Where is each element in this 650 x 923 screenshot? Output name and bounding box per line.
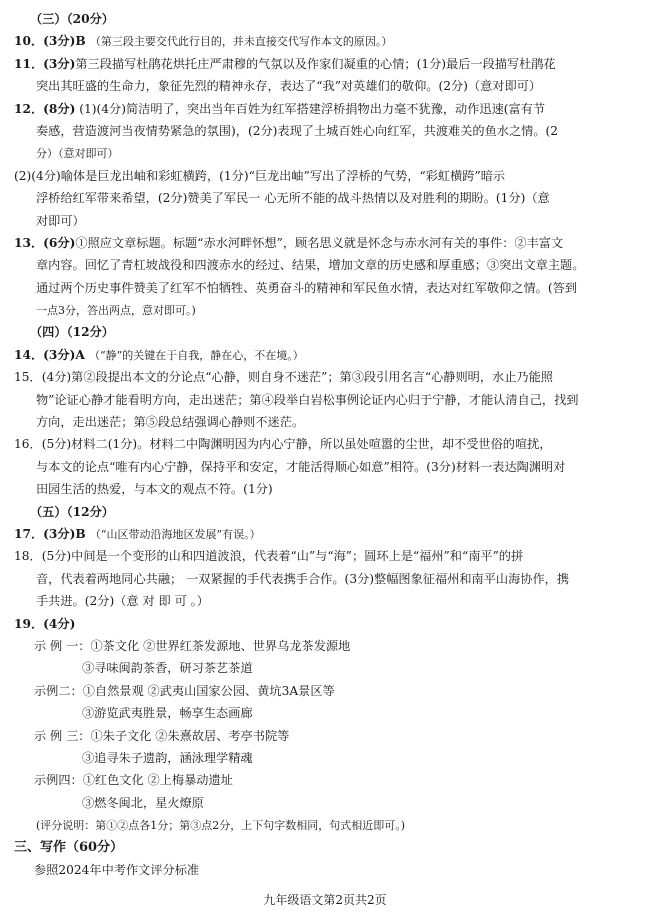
- text-segment: 浮桥给红军带来希望，(2分)赞美了军民一 心无所不能的战斗热情以及对胜利的期盼。(1分)（意: [36, 191, 550, 206]
- text-line: [14, 657, 638, 679]
- text-segment: 分）（意对即可）: [36, 147, 119, 161]
- text-line: [14, 299, 638, 321]
- text-line: [14, 321, 638, 343]
- text-line: [14, 277, 638, 299]
- text-line: [14, 545, 638, 567]
- text-segment: 与本文的论点“唯有内心宁静，保持平和安定，才能活得顺心如意”相符。(3分)材料一表达陶渊明对: [36, 459, 566, 474]
- text-segment: (2)(4分)喻体是巨龙出岫和彩虹横跨，(1分)“巨龙出岫”写出了浮桥的气势，“彩虹横跨”暗示: [14, 168, 506, 183]
- text-line: [14, 635, 638, 657]
- text-segment: 12．(8分): [14, 101, 76, 116]
- text-segment: （三）（20分）: [30, 12, 114, 26]
- text-segment: 通过两个历史事件赞美了红军不怕牺牲、英勇奋斗的精神和军民鱼水情，表达对红军敬仰之情。(答到: [36, 280, 578, 295]
- text-line: [14, 568, 638, 590]
- answer-key-page: [14, 8, 638, 881]
- text-line: [14, 411, 638, 433]
- text-line: [14, 433, 638, 455]
- text-line: [14, 478, 638, 500]
- text-segment: 示 例 三：①朱子文化 ②朱熹故居、考亭书院等: [34, 728, 290, 743]
- text-segment: ③燃冬闽北，星火燎原: [82, 795, 204, 810]
- text-segment: 14．(3分)A: [14, 347, 90, 362]
- text-segment: 参照2024年中考作文评分标准: [34, 862, 200, 877]
- text-line: [14, 75, 638, 97]
- text-segment: 方向，走出迷茫；第⑤段总结强调心静则不迷茫。: [36, 415, 305, 430]
- text-line: [14, 120, 638, 142]
- text-segment: 突出其旺盛的生命力，象征先烈的精神永存，表达了“我”对英雄们的敬仰。(2分)（意对即可）: [36, 79, 542, 94]
- text-line: [14, 187, 638, 209]
- text-line: [14, 456, 638, 478]
- text-segment: 物”论证心静才能看明方向，走出迷茫；第④段举白岩松事例论证内心归于宁静，才能认清自己，找到: [36, 392, 579, 407]
- text-segment: 手共进。(2分)（意 对 即 可 。）: [36, 594, 209, 609]
- text-line: [14, 836, 638, 858]
- text-segment: (评分说明：第①②点各1分；第③点2分，上下句字数相同，句式相近即可。): [36, 819, 406, 833]
- text-line: [14, 769, 638, 791]
- text-segment: （四）（12分）: [30, 325, 114, 340]
- text-line: [14, 142, 638, 164]
- text-segment: （“静”的关键在于自我，静在心，不在境。）: [89, 348, 304, 362]
- text-line: [14, 814, 638, 836]
- text-segment: 第三段描写杜鹃花烘托庄严肃穆的气氛以及作家们凝重的心情；(1分)最后一段描写杜鹃花: [75, 56, 556, 71]
- text-segment: （第三段主要交代此行目的，并未直接交代写作本文的原因。）: [89, 35, 393, 49]
- text-segment: （“山区带动沿海地区发展”有误。）: [89, 527, 261, 541]
- text-segment: 19．(4分): [14, 616, 76, 631]
- text-segment: 章内容。回忆了青杠坡战役和四渡赤水的经过、结果，增加文章的历史感和厚重感；③突出文章主题。: [36, 258, 585, 273]
- text-line: [14, 613, 638, 635]
- text-line: [14, 344, 638, 366]
- text-line: [14, 792, 638, 814]
- text-segment: 15．(4分)第②段提出本文的分论点“心静，则自身不迷茫”；第③段引用名言“心静则明，水止乃能照: [14, 370, 553, 385]
- text-segment: 奏感，营造渡河当夜情势紧急的氛围)，(2分)表现了土城百姓心向红军，共渡难关的鱼水之情。(2: [36, 123, 559, 138]
- text-segment: 田园生活的热爱，与本文的观点不符。(1分): [36, 482, 273, 497]
- text-line: [14, 165, 638, 187]
- text-segment: 一点3分，答出两点，意对即可。): [36, 304, 196, 318]
- text-line: [14, 30, 638, 52]
- text-line: [14, 590, 638, 612]
- text-segment: 示例四：①红色文化 ②上梅暴动遗址: [34, 773, 233, 788]
- text-line: [14, 523, 638, 545]
- text-segment: 三、写作（60分）: [14, 840, 124, 856]
- text-line: [14, 680, 638, 702]
- text-line: [14, 8, 638, 30]
- text-line: [14, 232, 638, 254]
- text-line: [14, 859, 638, 881]
- text-segment: 16．(5分)材料二(1分)。材料二中陶渊明因为内心宁静，所以虽处喧嚣的尘世，却不受世俗的喧扰，: [14, 437, 552, 452]
- text-segment: ①照应文章标题。标题“赤水河畔怀想”，顾名思义就是怀念与赤水河有关的事件：②丰富文: [75, 235, 564, 250]
- text-line: [14, 98, 638, 120]
- text-line: [14, 725, 638, 747]
- text-segment: ③游览武夷胜景，畅享生态画廊: [82, 706, 253, 721]
- text-line: [14, 389, 638, 411]
- text-segment: 对即可）: [36, 213, 85, 228]
- text-segment: ③追寻朱子遗韵，涵泳理学精魂: [82, 750, 253, 765]
- text-line: [14, 254, 638, 276]
- text-segment: 17．(3分)B: [14, 526, 90, 541]
- text-line: [14, 210, 638, 232]
- text-line: [14, 53, 638, 75]
- text-segment: 音，代表着两地同心共融； 一双紧握的手代表携手合作。(3分)整幅图象征福州和南平山海协作，携: [36, 571, 570, 586]
- text-line: [14, 501, 638, 523]
- text-segment: 13．(6分): [14, 235, 76, 250]
- text-segment: （五）（12分）: [30, 504, 114, 519]
- text-line: [14, 366, 638, 388]
- page-footer: 九年级语文第2页共2页: [263, 893, 387, 907]
- text-segment: (1)(4分)简洁明了，突出当年百姓为红军搭建浮桥捐物出力毫不犹豫，动作迅速(富有节: [75, 101, 546, 116]
- text-segment: 示例二：①自然景观 ②武夷山国家公园、黄坑3A景区等: [34, 683, 335, 698]
- text-segment: 示 例 一：①茶文化 ②世界红茶发源地、世界乌龙茶发源地: [34, 638, 351, 653]
- text-segment: 10．(3分)B: [14, 34, 90, 49]
- text-segment: 11．(3分): [14, 56, 76, 71]
- text-segment: ③寻味闽韵茶香，研习茶艺茶道: [82, 661, 253, 676]
- text-segment: 18．(5分)中间是一个变形的山和四道波浪，代表着“山”与“海”；圆环上是“福州”和“南平”的拼: [14, 549, 524, 564]
- text-line: [14, 702, 638, 724]
- text-line: [14, 747, 638, 769]
